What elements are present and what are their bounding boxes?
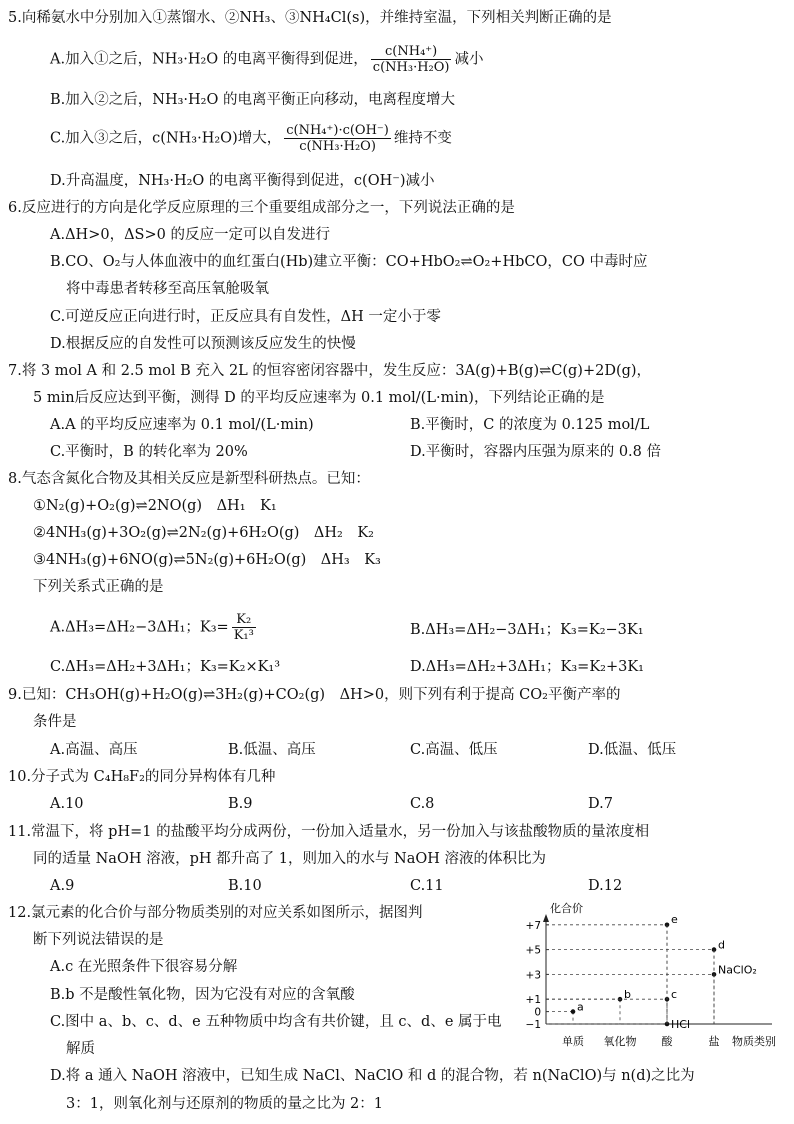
q10-option-c[interactable]: C.8: [410, 796, 435, 812]
q5-a-denominator: c(NH₃·H₂O): [372, 60, 450, 75]
q8-reaction-2: ②4NH₃(g)+3O₂(g)⇌2N₂(g)+6H₂O(g) ΔH₂ K₂: [33, 525, 374, 541]
q12-stem-cont: 断下列说法错误的是: [33, 932, 164, 948]
q12-option-b[interactable]: B.b 不是酸性氧化物，因为它没有对应的含氧酸: [50, 987, 355, 1003]
q11-stem: 11.常温下，将 pH=1 的盐酸平均分成两份，一份加入适量水，另一份加入与该盐酸物质的量浓度相: [8, 824, 650, 840]
q5-stem: 5.向稀氨水中分别加入①蒸馏水、②NH₃、③NH₄Cl(s)，并维持室温，下列相关判断正确的是: [8, 10, 612, 26]
q7-stem: 7.将 3 mol A 和 2.5 mol B 充入 2L 的恒容密闭容器中，发生反应：3A(g)+B(g)⇌C(g)+2D(g)，: [8, 363, 652, 379]
q12-option-c[interactable]: C.图中 a、b、c、d、e 五种物质中均含有共价键，且 c、d、e 属于电: [50, 1014, 502, 1030]
q11-option-c[interactable]: C.11: [410, 878, 444, 894]
q5-a-tail: 减小: [454, 51, 484, 68]
q9-option-b[interactable]: B.低温、高压: [228, 742, 316, 758]
q10-option-a[interactable]: A.10: [50, 796, 84, 812]
q5-a-text: A.加入①之后，NH₃·H₂O 的电离平衡得到促进，: [50, 51, 368, 68]
q9-option-d[interactable]: D.低温、低压: [588, 742, 677, 758]
q10-option-b[interactable]: B.9: [228, 796, 253, 812]
q10-option-d[interactable]: D.7: [588, 796, 613, 812]
y-tick-label: +1: [525, 994, 541, 1007]
x-tick-label: 盐: [708, 1035, 720, 1048]
y-tick-label: −1: [525, 1019, 541, 1031]
q11-option-b[interactable]: B.10: [228, 878, 262, 894]
data-label: b: [624, 988, 631, 1002]
data-label: c: [671, 988, 678, 1002]
x-axis-label: 物质类别: [732, 1035, 776, 1048]
valence-chart: [510, 894, 794, 1064]
y-tick-label: +7: [525, 919, 541, 932]
q5-option-c[interactable]: [50, 123, 452, 154]
q5-option-a[interactable]: [50, 44, 483, 75]
data-label: NaClO₂: [718, 963, 757, 977]
q11-option-a[interactable]: A.9: [50, 878, 75, 894]
q5-c-tail: 维持不变: [393, 130, 452, 147]
q8-reaction-1: ①N₂(g)+O₂(g)⇌2NO(g) ΔH₁ K₁: [33, 498, 277, 514]
q8-ask: 下列关系式正确的是: [33, 579, 164, 595]
q5-a-numerator: c(NH₄⁺): [371, 44, 452, 60]
q8-option-c[interactable]: C.ΔH₃=ΔH₂+3ΔH₁；K₃=K₂×K₁³: [50, 659, 281, 675]
data-label: a: [577, 1000, 584, 1014]
q6-option-a[interactable]: A.ΔH>0，ΔS>0 的反应一定可以自发进行: [50, 227, 330, 243]
x-tick-label: 氧化物: [603, 1035, 637, 1048]
q5-option-b[interactable]: B.加入②之后，NH₃·H₂O 的电离平衡正向移动，电离程度增大: [50, 92, 455, 108]
q5-c-fraction: [284, 123, 391, 154]
q8-option-a[interactable]: [50, 612, 259, 643]
q7-option-d[interactable]: D.平衡时，容器内压强为原来的 0.8 倍: [410, 444, 661, 460]
q6-option-c[interactable]: C.可逆反应正向进行时，正反应具有自发性，ΔH 一定小于零: [50, 309, 441, 325]
q9-stem-cont: 条件是: [33, 714, 77, 730]
y-tick-label: +5: [525, 944, 541, 957]
q8-a-text: A.ΔH₃=ΔH₂−3ΔH₁；K₃=: [50, 619, 229, 636]
q7-option-a[interactable]: A.A 的平均反应速率为 0.1 mol/(L·min): [50, 417, 314, 433]
data-point: [571, 1009, 576, 1014]
q6-option-b[interactable]: B.CO、O₂与人体血液中的血红蛋白(Hb)建立平衡：CO+HbO₂⇌O₂+HbCO，CO 中毒时应: [50, 254, 648, 270]
q9-option-c[interactable]: C.高温、低压: [410, 742, 498, 758]
q6-option-b-cont: 将中毒患者转移至高压氧舱吸氧: [66, 281, 269, 297]
data-label: e: [671, 912, 678, 926]
q8-option-b[interactable]: B.ΔH₃=ΔH₂−3ΔH₁；K₃=K₂−3K₁: [410, 622, 644, 638]
q8-stem: 8.气态含氮化合物及其相关反应是新型科研热点。已知：: [8, 471, 370, 487]
q11-option-d[interactable]: D.12: [588, 878, 623, 894]
data-label: d: [718, 938, 725, 952]
q5-c-numerator: c(NH₄⁺)·c(OH⁻): [286, 123, 389, 138]
q8-a-fraction: [232, 612, 256, 643]
data-label: HCl: [671, 1018, 691, 1031]
q8-a-numerator: K₂: [232, 612, 256, 628]
q7-option-b[interactable]: B.平衡时，C 的浓度为 0.125 mol/L: [410, 417, 650, 433]
q6-option-d[interactable]: D.根据反应的自发性可以预测该反应发生的快慢: [50, 336, 356, 352]
q7-stem-cont: 5 min后反应达到平衡，测得 D 的平均反应速率为 0.1 mol/(L·min)，下列结论正确的是: [33, 390, 605, 406]
y-tick-label: +3: [525, 969, 541, 982]
q7-option-c[interactable]: C.平衡时，B 的转化率为 20%: [50, 444, 248, 460]
q12-option-d[interactable]: D.将 a 通入 NaOH 溶液中，已知生成 NaCl、NaClO 和 d 的混合物，若 n(NaClO)与 n(d)之比为: [50, 1068, 695, 1084]
q12-stem: 12.氯元素的化合价与部分物质类别的对应关系如图所示，据图判: [8, 905, 423, 921]
x-tick-label: 单质: [562, 1035, 584, 1048]
y-axis-arrow: [543, 914, 549, 922]
q8-option-d[interactable]: D.ΔH₃=ΔH₂+3ΔH₁；K₃=K₂+3K₁: [410, 659, 644, 675]
q12-option-a[interactable]: A.c 在光照条件下很容易分解: [50, 959, 238, 975]
q5-a-fraction: [371, 44, 452, 75]
q10-stem: 10.分子式为 C₄H₈F₂的同分异构体有几种: [8, 769, 276, 785]
q9-stem: 9.已知：CH₃OH(g)+H₂O(g)⇌3H₂(g)+CO₂(g) ΔH>0，则下列有利于提高 CO₂平衡产率的: [8, 687, 621, 703]
q9-option-a[interactable]: A.高温、高压: [50, 742, 138, 758]
q11-stem-cont: 同的适量 NaOH 溶液，pH 都升高了 1，则加入的水与 NaOH 溶液的体积比为: [33, 851, 547, 867]
q5-c-denominator: c(NH₃·H₂O): [299, 139, 376, 154]
y-axis-label: 化合价: [550, 902, 583, 915]
q12-option-c-cont: 解质: [66, 1041, 95, 1057]
x-tick-label: 酸: [661, 1035, 673, 1048]
q8-a-denominator: K₁³: [233, 628, 254, 643]
y-tick-label: 0: [534, 1006, 541, 1019]
q12-option-d-cont: 3：1，则氧化剂与还原剂的物质的量之比为 2：1: [66, 1096, 384, 1112]
q8-reaction-3: ③4NH₃(g)+6NO(g)⇌5N₂(g)+6H₂O(g) ΔH₃ K₃: [33, 552, 381, 568]
q5-c-text: C.加入③之后，c(NH₃·H₂O)增大，: [50, 130, 282, 147]
q5-option-d[interactable]: D.升高温度，NH₃·H₂O 的电离平衡得到促进，c(OH⁻)减小: [50, 173, 435, 189]
q6-stem: 6.反应进行的方向是化学反应原理的三个重要组成部分之一，下列说法正确的是: [8, 200, 515, 216]
